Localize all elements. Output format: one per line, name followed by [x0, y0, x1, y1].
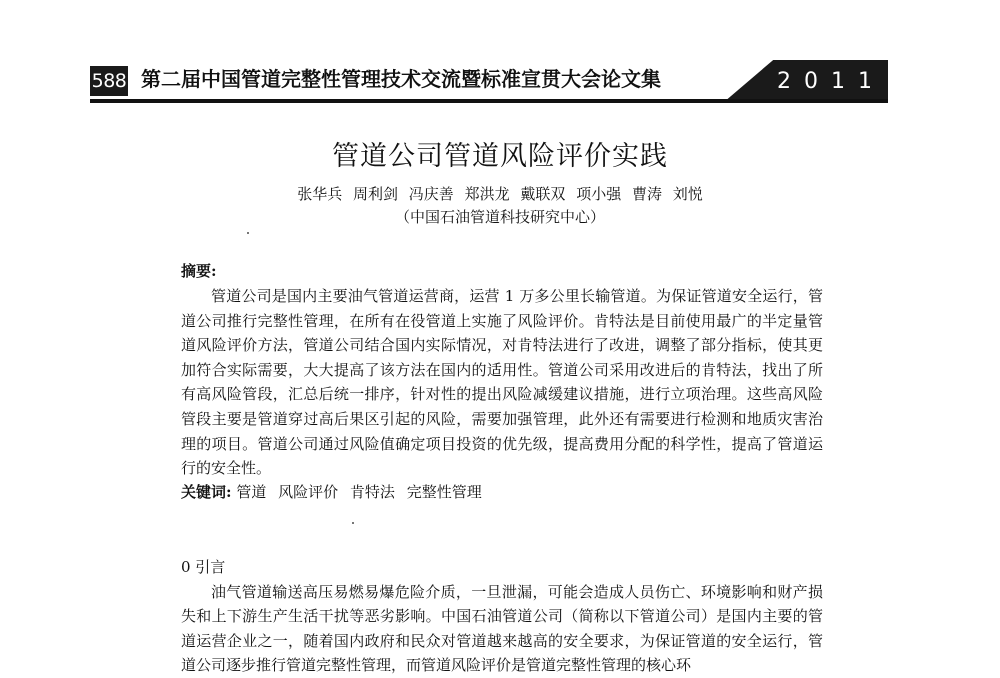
- author: 戴联双: [520, 185, 566, 203]
- keyword: 管道: [236, 483, 267, 501]
- paper-title: 管道公司管道风险评价实践: [332, 141, 668, 172]
- year-label: 2011: [777, 69, 885, 94]
- abstract-label: 摘要:: [181, 262, 217, 280]
- page-number-box: [90, 66, 128, 96]
- scan-speck: [247, 232, 249, 234]
- author: 郑洪龙: [464, 185, 510, 203]
- page-number: 588: [91, 70, 127, 92]
- keyword: 肯特法: [349, 483, 395, 501]
- keyword: 风险评价: [278, 483, 339, 501]
- proceedings-title: 第二届中国管道完整性管理技术交流暨标准宣贯大会论文集: [141, 67, 661, 91]
- abstract-text: 管道公司是国内主要油气管道运营商，运营 1 万多公里长输管道。为保证管道安全运行，管道公司推行完整性管理，在所有在役管道上实施了风险评价。肯特法是目前使用最广的半定量管道风险评价方法，管道公司结合国内实际情况，对肯特法进行了改进，调整了部分指标，使其更加符合实际需要，大大提高了该方法在国内的适用性。管道公司采用改进后的肯特法，找出了所有高风险管段，汇总后统一排序，针对性的提出风险减缓建议措施，进行立项治理。这些高风险管段主要是管道穿过高后果区引起的风险，需要加强管理，此外还有需要进行检测和地质灾害治理的项目。管道公司通过风险值确定项目投资的优先级，提高费用分配的科学性，提高了管道运行的安全性。: [181, 287, 823, 478]
- author: 张华兵: [297, 185, 343, 203]
- author: 项小强: [576, 185, 622, 203]
- scan-speck: [352, 522, 354, 524]
- section-heading: 0 引言: [181, 558, 226, 576]
- keywords-label: 关键词:: [181, 483, 232, 501]
- author: 刘悦: [672, 185, 703, 203]
- intro-text: 油气管道输送高压易燃易爆危险介质，一旦泄漏，可能会造成人员伤亡、环境影响和财产损失和上下游生产生活干扰等恶劣影响。中国石油管道公司（简称以下管道公司）是国内主要的管道运营企业之一，随着国内政府和民众对管道越来越高的安全要求，为保证管道的安全运行，管道公司逐步推行管道完整性管理，而管道风险评价是管道完整性管理的核心环: [181, 583, 823, 675]
- author: 曹涛: [631, 185, 662, 203]
- affiliation: （中国石油管道科技研究中心）: [394, 208, 605, 226]
- author: 冯庆善: [408, 185, 454, 203]
- header-rule: [90, 99, 888, 103]
- keywords-line: [181, 481, 489, 503]
- author-list: [0, 183, 1000, 205]
- keyword: 完整性管理: [406, 483, 482, 501]
- author: 周利剑: [353, 185, 399, 203]
